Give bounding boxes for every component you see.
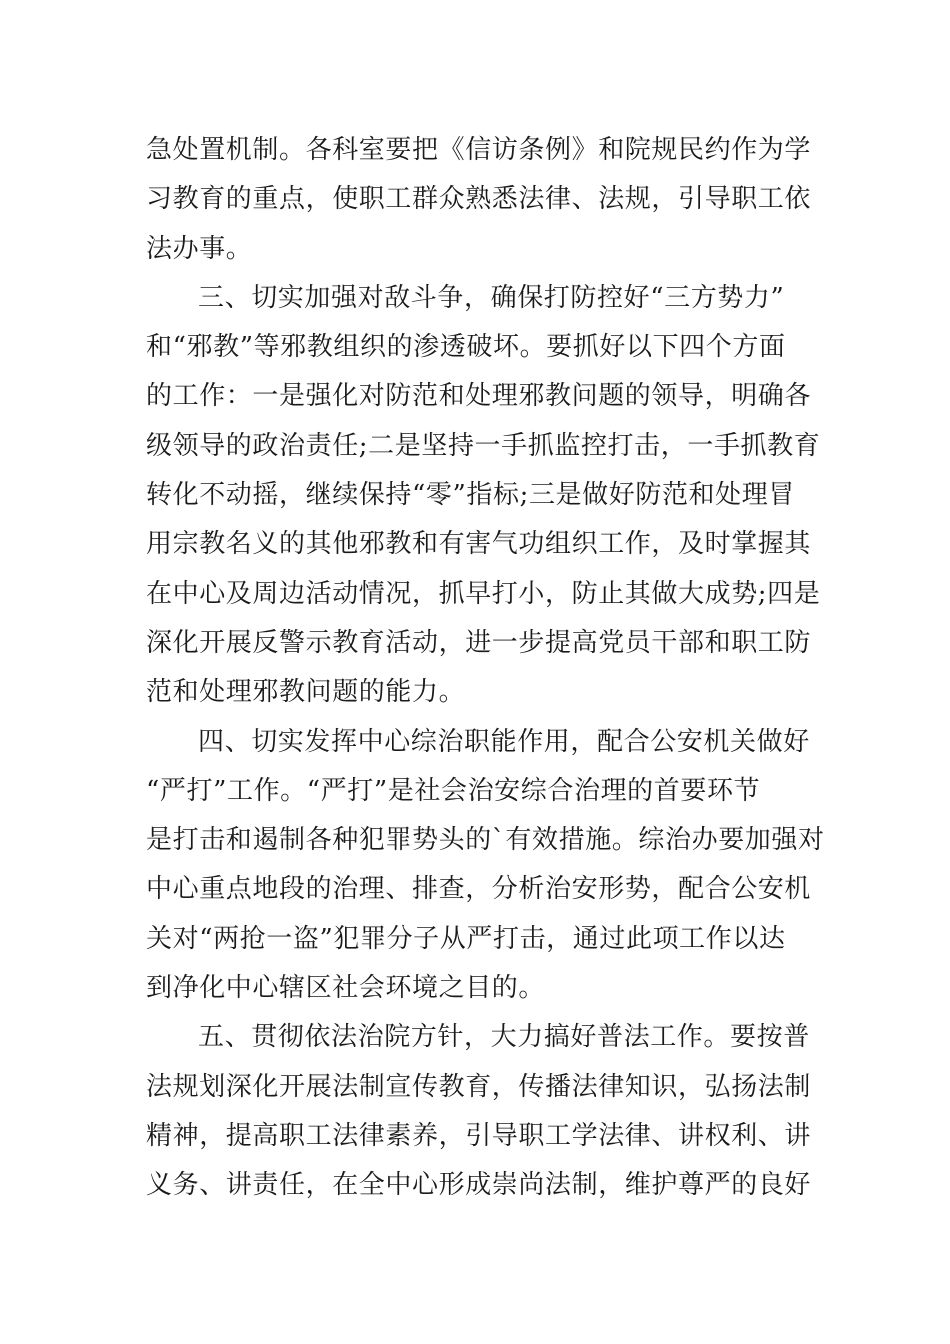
body-text (146, 126, 825, 1211)
text-line: 在中心及周边活动情况，抓早打小，防止其做大成势;四是 (146, 578, 821, 609)
text-line: 五、贯彻依法治院方针，大力搞好普法工作。要按普 (198, 1022, 810, 1053)
text-line: 深化开展反警示教育活动，进一步提高党员干部和职工防 (146, 627, 812, 658)
text-line: 急处置机制。各科室要把《信访条例》和院规民约作为学 (146, 135, 812, 165)
text-line: 三、切实加强对敌斗争，确保打防控好“三方势力” (198, 282, 785, 313)
text-line: 级领导的政治责任;二是坚持一手抓监控打击，一手抓教育 (146, 430, 821, 461)
text-line: 到净化中心辖区社会环境之目的。 (146, 973, 546, 1004)
text-line: 关对“两抢一盗”犯罪分子从严打击，通过此项工作以达 (146, 923, 786, 954)
text-line: 的工作：一是强化对防范和处理邪教问题的领导，明确各 (146, 381, 812, 412)
text-line: 和“邪教”等邪教组织的渗透破坏。要抓好以下四个方面 (146, 332, 786, 363)
text-line: 用宗教名义的其他邪教和有害气功组织工作，及时掌握其 (146, 529, 812, 560)
text-line: 义务、讲责任，在全中心形成崇尚法制，维护尊严的良好 (146, 1170, 812, 1201)
text-line: 法规划深化开展法制宣传教育，传播法律知识，弘扬法制 (146, 1071, 812, 1102)
text-line: 转化不动摇，继续保持“零”指标;三是做好防范和处理冒 (146, 480, 795, 511)
text-line: 是打击和遏制各种犯罪势头的`有效措施。综治办要加强对 (146, 825, 825, 856)
text-line: 法办事。 (146, 233, 253, 264)
text-line: 精神，提高职工法律素养，引导职工学法律、讲权利、讲 (146, 1120, 812, 1151)
text-line: 中心重点地段的治理、排查，分析治安形势，配合公安机 (146, 874, 812, 905)
text-line: 四、切实发挥中心综治职能作用，配合公安机关做好 (198, 726, 810, 757)
text-line: 范和处理邪教问题的能力。 (146, 677, 466, 708)
text-line: “严打”工作。“严打”是社会治安综合治理的首要环节 (146, 775, 761, 806)
text-line: 习教育的重点，使职工群众熟悉法律、法规，引导职工依 (146, 184, 812, 215)
